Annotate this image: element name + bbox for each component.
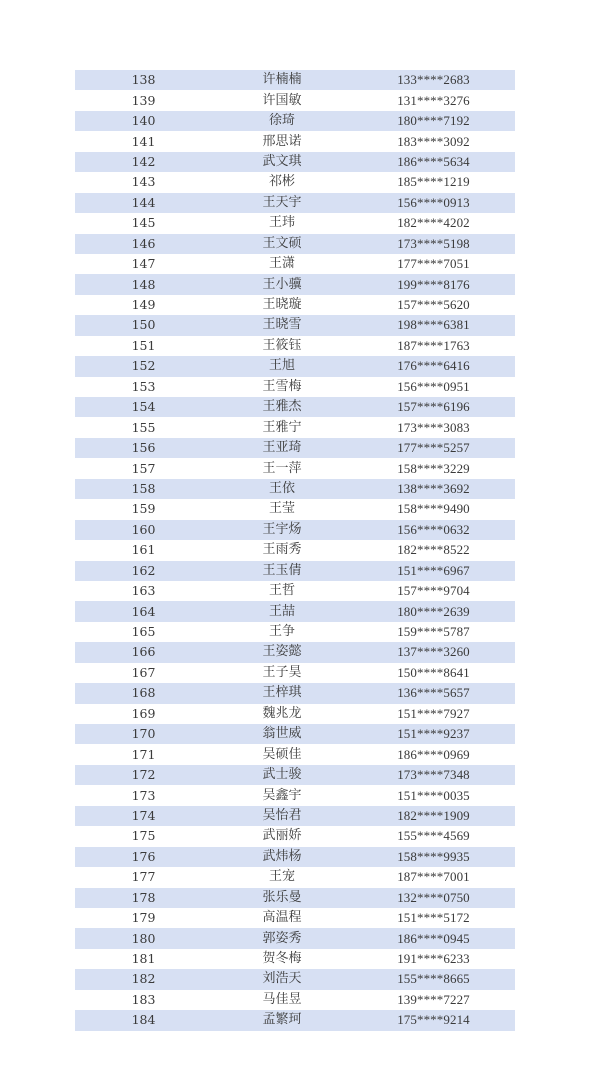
row-index: 156 bbox=[131, 440, 156, 456]
row-index: 159 bbox=[131, 501, 156, 517]
row-phone: 156****0951 bbox=[397, 378, 470, 394]
row-name: 王雅宁 bbox=[262, 419, 302, 435]
row-name: 王文硕 bbox=[262, 235, 302, 251]
table-row bbox=[75, 397, 515, 417]
row-index: 145 bbox=[131, 215, 156, 231]
row-index: 151 bbox=[131, 337, 156, 353]
row-index: 157 bbox=[131, 460, 156, 476]
table-row bbox=[75, 847, 515, 867]
row-index: 160 bbox=[131, 521, 156, 537]
row-name: 贺冬梅 bbox=[262, 951, 302, 967]
row-index: 150 bbox=[131, 317, 156, 333]
row-name: 王梓琪 bbox=[262, 685, 302, 701]
row-index: 181 bbox=[131, 951, 156, 967]
row-index: 141 bbox=[131, 133, 156, 149]
row-phone: 198****6381 bbox=[397, 317, 470, 333]
row-index: 177 bbox=[131, 869, 156, 885]
row-phone: 182****1909 bbox=[397, 807, 470, 823]
row-index: 144 bbox=[131, 194, 156, 210]
row-phone: 187****7001 bbox=[397, 869, 470, 885]
row-phone: 185****1219 bbox=[397, 174, 470, 190]
table-row bbox=[75, 479, 515, 499]
row-name: 王天宇 bbox=[262, 194, 302, 210]
row-name: 王雪梅 bbox=[262, 378, 302, 394]
row-name: 魏兆龙 bbox=[262, 705, 302, 721]
row-index: 166 bbox=[131, 644, 156, 660]
row-phone: 157****5620 bbox=[397, 297, 470, 313]
row-index: 178 bbox=[131, 889, 156, 905]
row-name: 郭姿秀 bbox=[262, 930, 302, 946]
table-row bbox=[75, 131, 515, 151]
row-index: 138 bbox=[131, 72, 156, 88]
table-row bbox=[75, 581, 515, 601]
row-phone: 158****9490 bbox=[397, 501, 470, 517]
table-row bbox=[75, 520, 515, 540]
row-name: 武士骏 bbox=[262, 767, 302, 783]
row-name: 王筱钰 bbox=[262, 337, 302, 353]
row-name: 王小骥 bbox=[262, 276, 302, 292]
row-index: 139 bbox=[131, 92, 156, 108]
table-row bbox=[75, 928, 515, 948]
row-name: 刘浩天 bbox=[262, 971, 302, 987]
row-name: 祁彬 bbox=[268, 174, 295, 190]
row-phone: 187****1763 bbox=[397, 337, 470, 353]
row-phone: 151****9237 bbox=[397, 726, 470, 742]
table-row bbox=[75, 561, 515, 581]
row-phone: 177****5257 bbox=[397, 440, 470, 456]
table-row bbox=[75, 765, 515, 785]
row-index: 182 bbox=[131, 971, 156, 987]
row-phone: 182****8522 bbox=[397, 542, 470, 558]
row-phone: 155****8665 bbox=[397, 971, 470, 987]
row-phone: 183****3092 bbox=[397, 133, 470, 149]
row-name: 张乐曼 bbox=[262, 889, 302, 905]
row-index: 153 bbox=[131, 378, 156, 394]
row-phone: 186****5634 bbox=[397, 153, 470, 169]
table-row bbox=[75, 315, 515, 335]
table-row bbox=[75, 458, 515, 478]
table-row bbox=[75, 601, 515, 621]
row-phone: 199****8176 bbox=[397, 276, 470, 292]
row-phone: 180****2639 bbox=[397, 603, 470, 619]
row-phone: 180****7192 bbox=[397, 113, 470, 129]
row-phone: 139****7227 bbox=[397, 991, 470, 1007]
row-name: 邢思诺 bbox=[262, 133, 302, 149]
table-row bbox=[75, 70, 515, 90]
row-name: 武炜杨 bbox=[262, 848, 302, 864]
row-index: 167 bbox=[131, 664, 156, 680]
row-index: 183 bbox=[131, 991, 156, 1007]
table-row bbox=[75, 152, 515, 172]
table-row bbox=[75, 969, 515, 989]
row-index: 175 bbox=[131, 828, 156, 844]
row-index: 142 bbox=[131, 153, 156, 169]
row-index: 176 bbox=[131, 848, 156, 864]
table-row bbox=[75, 785, 515, 805]
row-index: 164 bbox=[131, 603, 156, 619]
row-index: 174 bbox=[131, 807, 156, 823]
row-phone: 131****3276 bbox=[397, 92, 470, 108]
table-row bbox=[75, 683, 515, 703]
table-row bbox=[75, 724, 515, 744]
table-row bbox=[75, 642, 515, 662]
row-phone: 186****0969 bbox=[397, 746, 470, 762]
table-row bbox=[75, 663, 515, 683]
row-index: 152 bbox=[131, 358, 156, 374]
row-index: 173 bbox=[131, 787, 156, 803]
row-phone: 191****6233 bbox=[397, 951, 470, 967]
row-phone: 173****7348 bbox=[397, 767, 470, 783]
table-row bbox=[75, 274, 515, 294]
row-name: 王雅杰 bbox=[262, 399, 302, 415]
row-index: 161 bbox=[131, 542, 156, 558]
table-row bbox=[75, 540, 515, 560]
table-row bbox=[75, 888, 515, 908]
table-row bbox=[75, 254, 515, 274]
row-index: 146 bbox=[131, 235, 156, 251]
table-row bbox=[75, 826, 515, 846]
row-name: 王子昊 bbox=[262, 664, 302, 680]
row-name: 马佳昱 bbox=[262, 991, 302, 1007]
row-name: 王雨秀 bbox=[262, 542, 302, 558]
row-name: 王晓雪 bbox=[262, 317, 302, 333]
row-phone: 158****9935 bbox=[397, 848, 470, 864]
row-name: 孟繁珂 bbox=[262, 1012, 302, 1028]
row-phone: 151****6967 bbox=[397, 562, 470, 578]
table-row bbox=[75, 356, 515, 376]
row-name: 王潇 bbox=[268, 256, 295, 272]
table-row bbox=[75, 336, 515, 356]
row-index: 172 bbox=[131, 767, 156, 783]
row-index: 154 bbox=[131, 399, 156, 415]
table-row bbox=[75, 867, 515, 887]
row-index: 180 bbox=[131, 930, 156, 946]
row-phone: 157****9704 bbox=[397, 583, 470, 599]
row-name: 王晓璇 bbox=[262, 297, 302, 313]
row-index: 165 bbox=[131, 624, 156, 640]
row-phone: 150****8641 bbox=[397, 664, 470, 680]
row-phone: 159****5787 bbox=[397, 624, 470, 640]
row-name: 吴怡君 bbox=[262, 807, 302, 823]
row-index: 149 bbox=[131, 297, 156, 313]
table-row bbox=[75, 90, 515, 110]
row-name: 王宠 bbox=[268, 869, 295, 885]
row-phone: 136****5657 bbox=[397, 685, 470, 701]
row-name: 王旭 bbox=[268, 358, 295, 374]
row-name: 武文琪 bbox=[262, 153, 302, 169]
table-row bbox=[75, 990, 515, 1010]
row-index: 158 bbox=[131, 480, 156, 496]
table-row bbox=[75, 499, 515, 519]
row-name: 王姿懿 bbox=[262, 644, 302, 660]
row-name: 王哲 bbox=[268, 583, 295, 599]
row-name: 王玉倩 bbox=[262, 562, 302, 578]
row-phone: 186****0945 bbox=[397, 930, 470, 946]
row-name: 徐琦 bbox=[268, 113, 295, 129]
table-row bbox=[75, 377, 515, 397]
table-row bbox=[75, 704, 515, 724]
row-phone: 155****4569 bbox=[397, 828, 470, 844]
table-row bbox=[75, 438, 515, 458]
row-phone: 177****7051 bbox=[397, 256, 470, 272]
row-phone: 175****9214 bbox=[397, 1012, 470, 1028]
table-row bbox=[75, 213, 515, 233]
name-list-table bbox=[75, 70, 515, 1031]
row-index: 148 bbox=[131, 276, 156, 292]
row-index: 171 bbox=[131, 746, 156, 762]
row-name: 许楠楠 bbox=[262, 72, 302, 88]
row-name: 王喆 bbox=[268, 603, 295, 619]
row-phone: 151****0035 bbox=[397, 787, 470, 803]
table-row bbox=[75, 744, 515, 764]
row-name: 王争 bbox=[268, 624, 295, 640]
table-row bbox=[75, 234, 515, 254]
row-index: 162 bbox=[131, 562, 156, 578]
table-row bbox=[75, 172, 515, 192]
row-phone: 158****3229 bbox=[397, 460, 470, 476]
row-name: 吴硕佳 bbox=[262, 746, 302, 762]
row-phone: 137****3260 bbox=[397, 644, 470, 660]
table-row bbox=[75, 949, 515, 969]
row-phone: 176****6416 bbox=[397, 358, 470, 374]
table-row bbox=[75, 622, 515, 642]
row-phone: 156****0632 bbox=[397, 521, 470, 537]
row-phone: 157****6196 bbox=[397, 399, 470, 415]
row-phone: 173****3083 bbox=[397, 419, 470, 435]
row-name: 吴鑫宇 bbox=[262, 787, 302, 803]
row-index: 184 bbox=[131, 1012, 156, 1028]
row-phone: 138****3692 bbox=[397, 480, 470, 496]
row-name: 王依 bbox=[268, 480, 295, 496]
row-name: 王亚琦 bbox=[262, 440, 302, 456]
row-name: 翁世威 bbox=[262, 726, 302, 742]
table-row bbox=[75, 1010, 515, 1030]
table-row bbox=[75, 908, 515, 928]
row-name: 王一萍 bbox=[262, 460, 302, 476]
row-index: 140 bbox=[131, 113, 156, 129]
table-row bbox=[75, 806, 515, 826]
row-index: 147 bbox=[131, 256, 156, 272]
row-name: 武丽娇 bbox=[262, 828, 302, 844]
row-name: 高温程 bbox=[262, 910, 302, 926]
row-phone: 173****5198 bbox=[397, 235, 470, 251]
table-row bbox=[75, 417, 515, 437]
row-index: 168 bbox=[131, 685, 156, 701]
table-row bbox=[75, 193, 515, 213]
row-index: 169 bbox=[131, 705, 156, 721]
table-row bbox=[75, 111, 515, 131]
row-index: 155 bbox=[131, 419, 156, 435]
row-name: 王玮 bbox=[268, 215, 295, 231]
row-index: 143 bbox=[131, 174, 156, 190]
row-index: 179 bbox=[131, 910, 156, 926]
row-phone: 151****7927 bbox=[397, 705, 470, 721]
row-phone: 132****0750 bbox=[397, 889, 470, 905]
row-name: 许国敏 bbox=[262, 92, 302, 108]
row-index: 170 bbox=[131, 726, 156, 742]
row-name: 王莹 bbox=[268, 501, 295, 517]
row-name: 王宇炀 bbox=[262, 521, 302, 537]
row-index: 163 bbox=[131, 583, 156, 599]
table-row bbox=[75, 295, 515, 315]
row-phone: 182****4202 bbox=[397, 215, 470, 231]
row-phone: 133****2683 bbox=[397, 72, 470, 88]
row-phone: 156****0913 bbox=[397, 194, 470, 210]
row-phone: 151****5172 bbox=[397, 910, 470, 926]
